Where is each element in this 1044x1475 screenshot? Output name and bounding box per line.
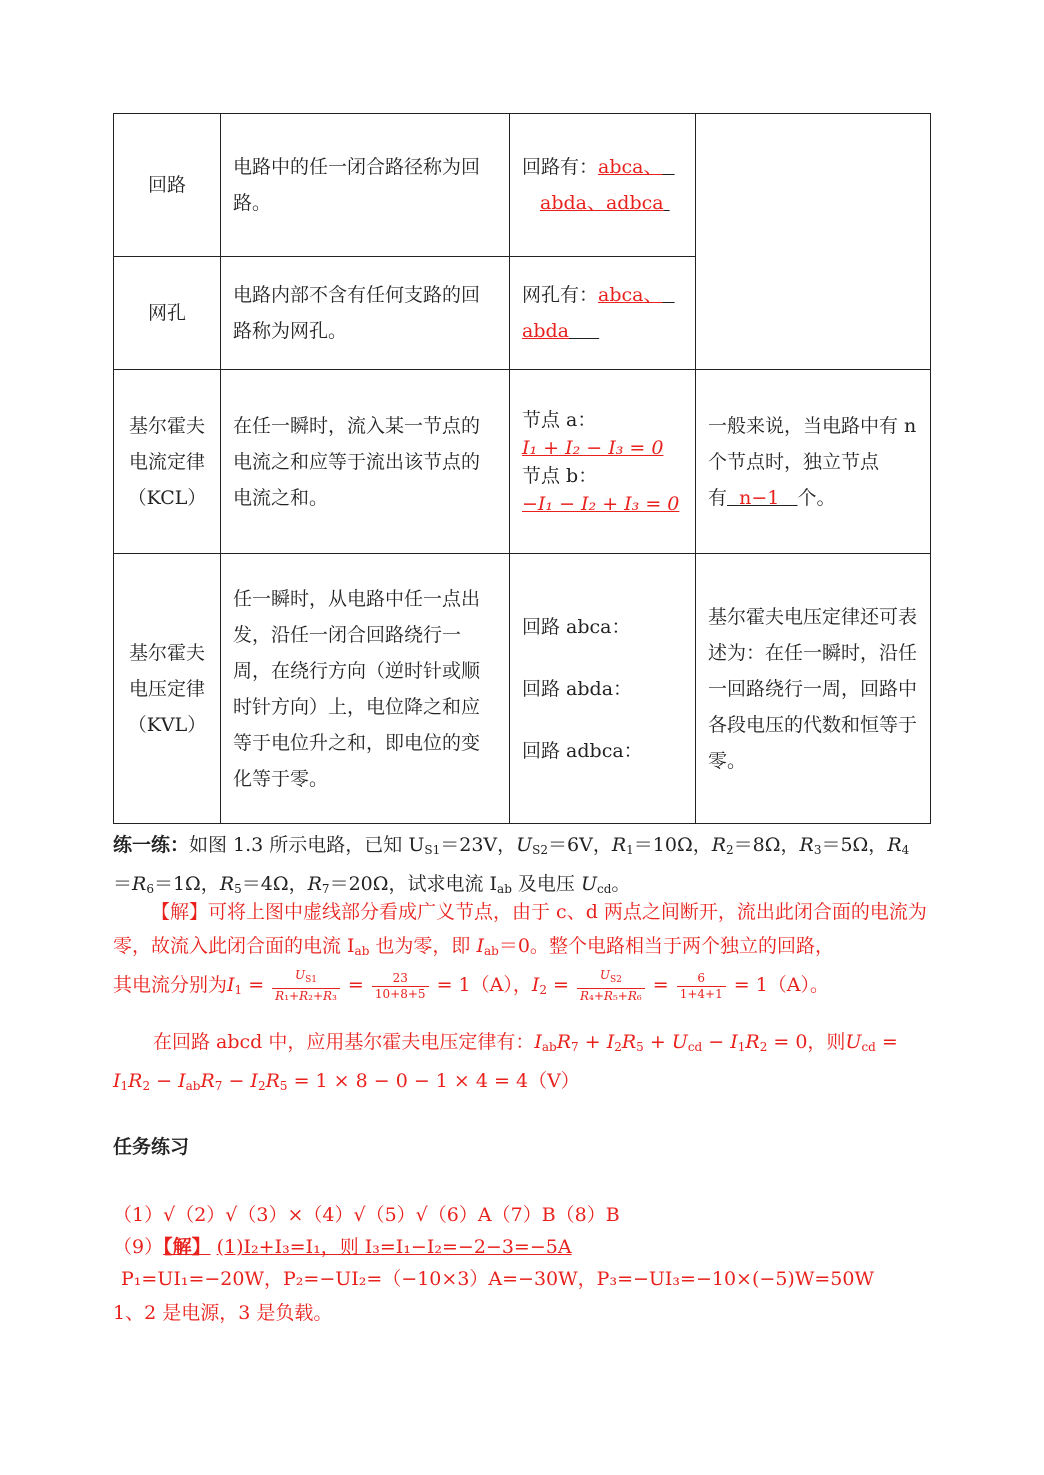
task-q9: （9）【解】 (1)I₂+I₃=I₁，则 I₃=I₁−I₂=−2−3=−5A xyxy=(113,1236,572,1258)
practice-problem: 练一练：如图 1.3 所示电路，已知 $U_{S1}=23V$，$U_{S2}=6V$，$R_1=10\Omega$，$R_2=8\Omega$，$R_3=5\Omega$，$R_4$ $=R_6=1\Omega$，$R_5=4\Omega$，$R_7=20\Omega$，试求电流 $I_{ab}$ 及电压 $U_{cd}$。 xyxy=(113,834,910,896)
example-kcl: 节点 a： I₁ + I₂ − I₃ = 0 节点 b： −I₁ − I₂ + I₃ = 0 xyxy=(510,370,696,554)
kcl-answer: n−1 xyxy=(739,486,780,509)
def-kcl: 在任一瞬时，流入某一节点的电流之和应等于流出该节点的电流之和。 xyxy=(221,370,510,554)
loop-answer-2: abda、adbca xyxy=(540,192,664,214)
term-kcl: 基尔霍夫 电流定律 （KCL） xyxy=(114,370,221,554)
def-mesh: 电路内部不含有任何支路的回路称为网孔。 xyxy=(221,257,510,370)
note-kcl: 一般来说，当电路中有 n 个节点时，独立节点有 n−1 个。 xyxy=(696,370,931,554)
example-mesh: 网孔有：abca、 abda xyxy=(510,257,696,370)
empty-note-cell xyxy=(696,114,931,370)
term-mesh: 网孔 xyxy=(114,257,221,370)
term-loop: 回路 xyxy=(114,114,221,257)
q9-tag: 【解】 xyxy=(163,1236,211,1258)
row-loop xyxy=(114,114,931,257)
solution-tag: 【解】 xyxy=(151,901,209,923)
solution-currents: 其电流分别为$I_1$ = $\frac{U_{S1}}{\text{R₁+R₂+R₃}}$ = $\frac{23}{10+8+5}$ = 1（A），$I_2$ = $\frac{U_{S2}}{\text{R₄+R₅+R₆}}$ = $\frac{6}{1+4+1}$ = 1（A）。 xyxy=(113,968,830,1003)
kcl-eq-b: −I₁ − I₂ + I₃ = 0 xyxy=(522,492,680,515)
solution-kvl: 在回路 abcd 中，应用基尔霍夫电压定律有：$I_{ab}R_7 + I_2R_5 + U_{cd} - I_1R_2 = 0$，则$U_{cd}$ = $I_1R_2 - I_{ab}R_7 - I_2R_5 = 1 \times 8 - 0 - 1 \times 4 = 4(V)$ xyxy=(113,1031,898,1093)
def-kvl: 任一瞬时，从电路中任一点出发，沿任一闭合回路绕行一周，在绕行方向（逆时针或顺时针方向）上，电位降之和应等于电位升之和，即电位的变化等于零。 xyxy=(221,554,510,824)
task-title: 任务练习 xyxy=(113,1136,190,1158)
task-conclusion: 1、2 是电源，3 是负载。 xyxy=(113,1302,333,1324)
kirchhoff-table xyxy=(113,113,931,824)
row-kvl xyxy=(114,554,931,824)
term-kvl: 基尔霍夫 电压定律 （KVL） xyxy=(114,554,221,824)
mesh-answer-2: abda xyxy=(522,320,569,342)
practice-label: 练一练： xyxy=(113,834,190,856)
example-loop: 回路有：abca、 abda、adbca xyxy=(510,114,696,257)
solution: 【解】可将上图中虚线部分看成广义节点，由于 c、d 两点之间断开，流出此闭合面的电流为零，故流入此闭合面的电流 $I_{ab}$ 也为零，即 $I_{ab}=0$。整个电路相当于两个独立的回路， xyxy=(113,901,927,958)
mesh-answer-1: abca、 xyxy=(598,284,663,306)
task-power: P₁=UI₁=−20W，P₂=−UI₂=（−10×3）A=−30W，P₃=−UI₃=−10×(−5)W=50W xyxy=(121,1268,874,1290)
kcl-eq-a: I₁ + I₂ − I₃ = 0 xyxy=(522,436,664,459)
row-kcl xyxy=(114,370,931,554)
loop-answer-1: abca、 xyxy=(598,156,663,178)
task-answers: （1）√（2）√（3）×（4）√（5）√（6）A（7）B（8）B xyxy=(113,1204,620,1226)
def-loop: 电路中的任一闭合路径称为回路。 xyxy=(221,114,510,257)
note-kvl: 基尔霍夫电压定律还可表述为：在任一瞬时，沿任一回路绕行一周，回路中各段电压的代数和恒等于零。 xyxy=(696,554,931,824)
example-kvl: 回路 abca： 回路 abda： 回路 adbca： xyxy=(510,554,696,824)
